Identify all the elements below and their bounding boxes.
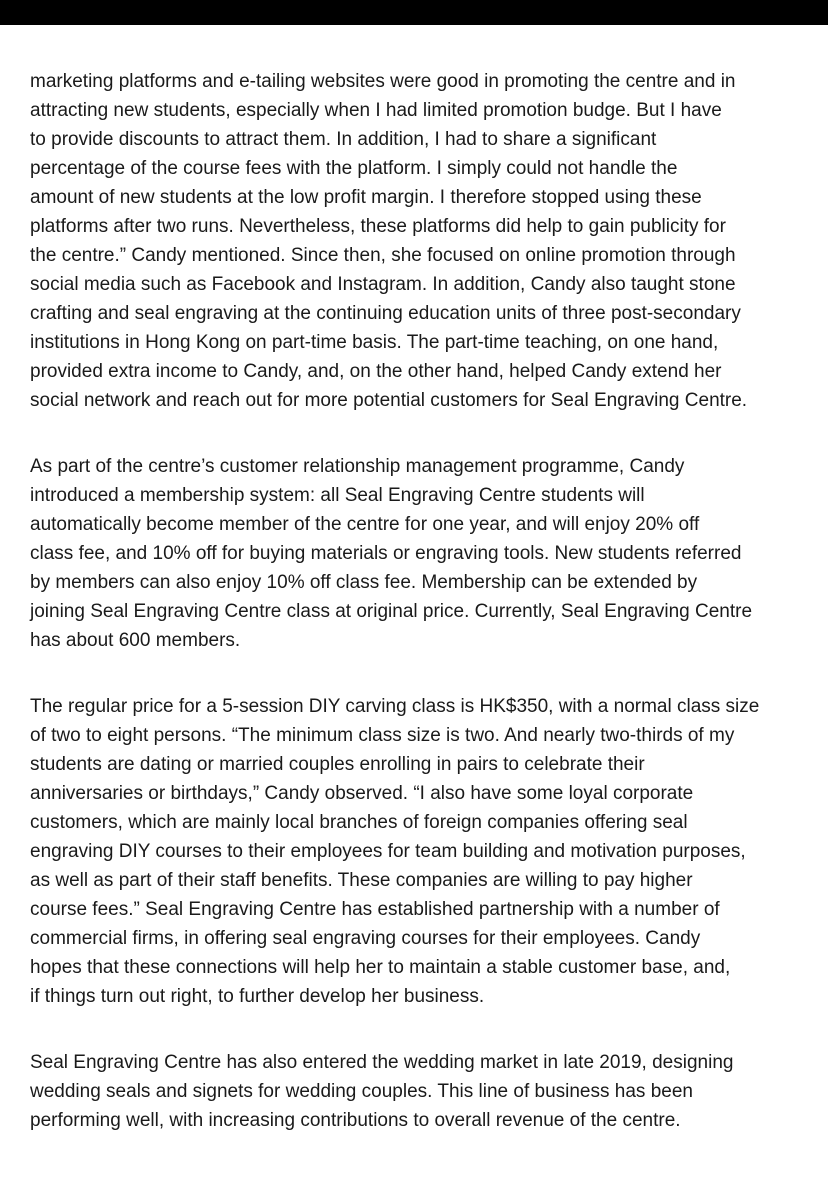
text-line: wedding seals and signets for wedding couples. This line of business has been xyxy=(30,1081,693,1102)
text-line: of two to eight persons. “The minimum class size is two. And nearly two-thirds of my xyxy=(30,725,735,746)
text-line: engraving DIY courses to their employees for team building and motivation purposes, xyxy=(30,841,746,862)
paragraph-membership xyxy=(30,452,805,655)
text-line: crafting and seal engraving at the continuing education units of three post-secondary xyxy=(30,303,741,324)
text-line: joining Seal Engraving Centre class at original price. Currently, Seal Engraving Centre xyxy=(30,601,753,622)
text-line: commercial firms, in offering seal engraving courses for their employees. Candy xyxy=(30,928,701,949)
text-line: students are dating or married couples enrolling in pairs to celebrate their xyxy=(30,754,645,775)
text-line: As part of the centre’s customer relationship management programme, Candy xyxy=(30,456,685,477)
text-line: by members can also enjoy 10% off class fee. Membership can be extended by xyxy=(30,572,698,593)
text-line: anniversaries or birthdays,” Candy observed. “I also have some loyal corporate xyxy=(30,783,694,804)
document-page xyxy=(30,67,805,1135)
text-line: institutions in Hong Kong on part-time basis. The part-time teaching, on one hand, xyxy=(30,332,719,353)
paragraph-online-promotion xyxy=(30,67,805,415)
text-line: social media such as Facebook and Instagram. In addition, Candy also taught stone xyxy=(30,274,736,295)
paragraph-pricing xyxy=(30,692,805,1011)
text-line: class fee, and 10% off for buying materials or engraving tools. New students referred xyxy=(30,543,742,564)
text-line: platforms after two runs. Nevertheless, these platforms did help to gain publicity for xyxy=(30,216,726,237)
text-line: marketing platforms and e-tailing websites were good in promoting the centre and in xyxy=(30,71,736,92)
text-line: course fees.” Seal Engraving Centre has established partnership with a number of xyxy=(30,899,720,920)
text-line: performing well, with increasing contributions to overall revenue of the centre. xyxy=(30,1110,681,1131)
top-status-bar xyxy=(0,0,828,25)
text-line: attracting new students, especially when I had limited promotion budge. But I have xyxy=(30,100,722,121)
paragraph-wedding-market xyxy=(30,1048,805,1135)
text-line: automatically become member of the centre for one year, and will enjoy 20% off xyxy=(30,514,700,535)
text-line: hopes that these connections will help her to maintain a stable customer base, and, xyxy=(30,957,731,978)
text-line: amount of new students at the low profit margin. I therefore stopped using these xyxy=(30,187,702,208)
text-line: as well as part of their staff benefits. These companies are willing to pay higher xyxy=(30,870,693,891)
text-line: introduced a membership system: all Seal Engraving Centre students will xyxy=(30,485,645,506)
text-line: has about 600 members. xyxy=(30,630,241,651)
text-line: Seal Engraving Centre has also entered the wedding market in late 2019, designing xyxy=(30,1052,734,1073)
text-line: to provide discounts to attract them. In addition, I had to share a significant xyxy=(30,129,657,150)
text-line: customers, which are mainly local branches of foreign companies offering seal xyxy=(30,812,688,833)
text-line: provided extra income to Candy, and, on the other hand, helped Candy extend her xyxy=(30,361,722,382)
text-line: if things turn out right, to further develop her business. xyxy=(30,986,485,1007)
text-line: the centre.” Candy mentioned. Since then, she focused on online promotion through xyxy=(30,245,736,266)
text-line: The regular price for a 5-session DIY carving class is HK$350, with a normal class size xyxy=(30,696,760,717)
text-line: social network and reach out for more potential customers for Seal Engraving Centre. xyxy=(30,390,748,411)
text-line: percentage of the course fees with the platform. I simply could not handle the xyxy=(30,158,678,179)
